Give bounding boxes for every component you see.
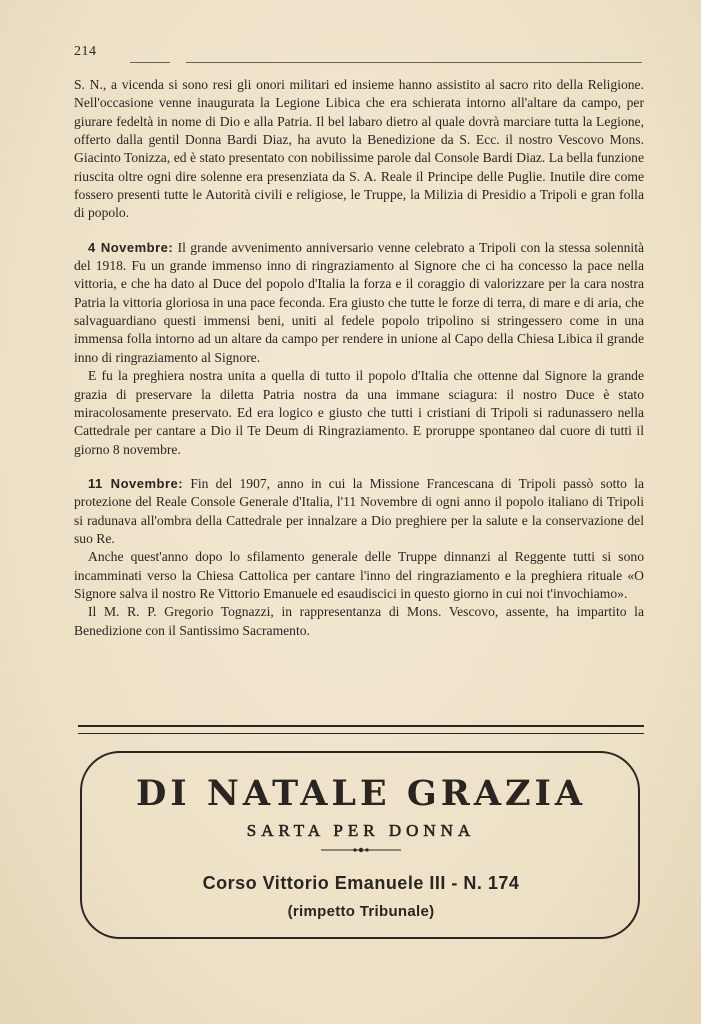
paragraph-text: Fin del 1907, anno in cui la Missione Francescana di Tripoli passò sotto la protezione del Reale Console Generale d'Italia, l'11 Novembre di ogni anno il popolo italiano di Tripoli si radunava all'ombra della Cattedrale per innalzare a Dio preghiere per la salute e la conservazione del suo Re. [74, 475, 645, 546]
advertiser-address: Corso Vittorio Emanuele III - N. 174 [202, 873, 520, 893]
date-heading: 11 Novembre: [88, 475, 184, 491]
paragraph [74, 475, 644, 548]
page-number: 214 [74, 44, 97, 59]
paragraph-text: Il M. R. P. Gregorio Tognazzi, in rappresentanza di Mons. Vescovo, assente, ha impartito la Benedizione con il Santissimo Sacramento. [74, 604, 644, 638]
article-body [74, 76, 644, 640]
advertiser-profession: SARTA PER DONNA [246, 821, 476, 840]
paragraph [74, 239, 644, 367]
page-header [74, 40, 644, 66]
header-rule [130, 62, 170, 63]
header-rule [186, 62, 642, 63]
ornament-icon [321, 847, 401, 853]
paragraph-text: Anche quest'anno dopo lo sfilamento generale delle Truppe dinnanzi al Reggente tutti si sono incamminati verso la Chiesa Cattolica per cantare l'inno del ringraziamento e la preghiera rituale «O Signore salva il nostro Re Vittorio Emanuele ed esaudiscici in questo giorno in cui noi t'invochiamo». [74, 549, 644, 601]
paragraph-text: Il grande avvenimento anniversario venne celebrato a Tripoli con la stessa solennità del 1918. Fu un grande immenso inno di ringraziamento al Signore che ci ha concesso la pace nella vittoria, e che ha dato al Duce del popolo d'Italia la forza e il coraggio di valorizzare per la cara nostra Patria la vittoria gloriosa in una pace feconda. Era giusto che tutte le forze di terra, di mare e di aria, che salvaguardiano questi immensi beni, uniti al fedele popolo tripolino si stringessero come in una immensa folla intorno ad un altare da campo per rendere in unione al Capo della Chiesa Libica il grande inno di ringraziamento al Signore. [74, 239, 645, 365]
date-heading: 4 Novembre: [88, 239, 174, 255]
paragraph-text: S. N., a vicenda si sono resi gli onori militari ed insieme hanno assistito al sacro rito della Religione. Nell'occasione venne inaugurata la Legione Libica che era schierata intorno all'altare da campo, per giurare fedeltà in nome di Dio e alla Patria. Il bel labaro dietro al quale dovrà marciare tutta la Legione, offerto dalla gentil Donna Bardi Diaz, ha avuto la Benedizione da S. Ecc. il nostro Vescovo Mons. Giacinto Tonizza, ed è stato presentato con nobilissime parole dal Console Bardi Diaz. La bella funzione riuscita oltre ogni dire solenne era presenziata da S. A. Reale il Principe delle Puglie. Inutile dire come fossero presenti tutte le Autorità civili e religiose, le Truppe, la Milizia di Presidio a Tripoli e gran folla di popolo. [74, 77, 644, 221]
section-divider [78, 725, 644, 734]
paragraph [74, 548, 644, 603]
paragraph [74, 367, 644, 459]
advertiser-name: DI NATALE GRAZIA [135, 773, 587, 814]
paragraph [74, 76, 644, 223]
paragraph-text: E fu la preghiera nostra unita a quella di tutto il popolo d'Italia che ottenne dal Signore la grande grazia di preservare la diletta Patria nostra da una immane sciagura: il nostro Duce è stato miracolosamente preservato. Ed era logico e giusto che tutti i cristiani di Tripoli si radunassero nella Cattedrale per cantare a Dio il Te Deum di Ringraziamento. E proruppe spontaneo dal cuore di tutti il giorno 8 novembre. [74, 368, 644, 457]
paragraph [74, 603, 644, 640]
advertisement [80, 751, 642, 941]
advertiser-location-note: (rimpetto Tribunale) [287, 903, 435, 920]
